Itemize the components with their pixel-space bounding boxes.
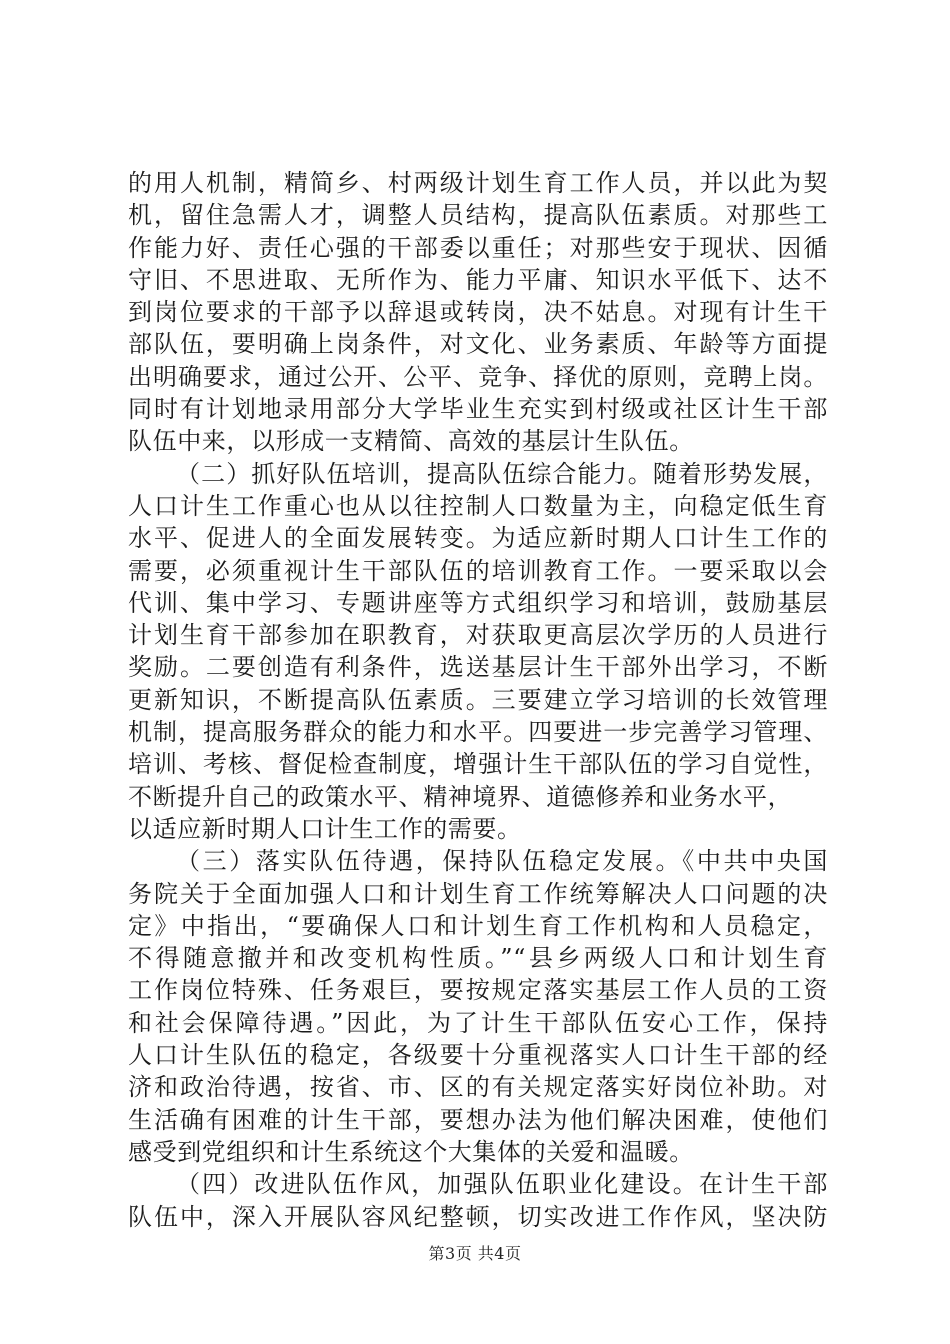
document-body bbox=[128, 167, 828, 1233]
text-line: 代训、集中学习、专题讲座等方式组织学习和培训，鼓励基层 bbox=[128, 588, 828, 617]
text-line: 和社会保障待遇。”因此，为了计生干部队伍安心工作，保持 bbox=[128, 1008, 828, 1037]
text-line: 到岗位要求的干部予以辞退或转岗，决不姑息。对现有计生干 bbox=[128, 298, 828, 327]
text-line: 水平、促进人的全面发展转变。为适应新时期人口计生工作的 bbox=[128, 524, 828, 553]
text-line: 队伍中，深入开展队容风纪整顿，切实改进工作作风，坚决防 bbox=[128, 1202, 828, 1231]
text-line: 奖励。二要创造有利条件，选送基层计生干部外出学习，不断 bbox=[128, 653, 828, 682]
text-line: 生活确有困难的计生干部，要想办法为他们解决困难，使他们 bbox=[128, 1105, 828, 1134]
text-line: 作能力好、责任心强的干部委以重任；对那些安于现状、因循 bbox=[128, 233, 828, 262]
text-line: 不得随意撤并和改变机构性质。”“县乡两级人口和计划生育 bbox=[128, 944, 828, 973]
text-line: 出明确要求，通过公开、公平、竞争、择优的原则，竞聘上岗。 bbox=[128, 362, 828, 391]
text-line: 不断提升自己的政策水平、精神境界、道德修养和业务水平， bbox=[128, 782, 793, 811]
text-line: 定》中指出，“要确保人口和计划生育工作机构和人员稳定， bbox=[128, 911, 828, 940]
text-line: 队伍中来，以形成一支精简、高效的基层计生队伍。 bbox=[128, 427, 694, 456]
paragraph-heading-line: （四）改进队伍作风，加强队伍职业化建设。在计生干部 bbox=[176, 1170, 828, 1199]
text-line: 机，留住急需人才，调整人员结构，提高队伍素质。对那些工 bbox=[128, 201, 828, 230]
text-line: 需要，必须重视计生干部队伍的培训教育工作。一要采取以会 bbox=[128, 556, 828, 585]
text-line: 务院关于全面加强人口和计划生育工作统筹解决人口问题的决 bbox=[128, 879, 828, 908]
paragraph-heading-line: （二）抓好队伍培训，提高队伍综合能力。随着形势发展， bbox=[176, 459, 828, 488]
text-line: 人口计生工作重心也从以往控制人口数量为主，向稳定低生育 bbox=[128, 491, 828, 520]
text-line: 守旧、不思进取、无所作为、能力平庸、知识水平低下、达不 bbox=[128, 265, 828, 294]
paragraph-heading-line: （三）落实队伍待遇，保持队伍稳定发展。《中共中央国 bbox=[176, 847, 828, 876]
text-line: 济和政治待遇，按省、市、区的有关规定落实好岗位补助。对 bbox=[128, 1073, 828, 1102]
text-line: 计划生育干部参加在职教育，对获取更高层次学历的人员进行 bbox=[128, 621, 828, 650]
text-line: 的用人机制，精简乡、村两级计划生育工作人员，并以此为契 bbox=[128, 169, 828, 197]
text-line: 部队伍，要明确上岗条件，对文化、业务素质、年龄等方面提 bbox=[128, 330, 828, 359]
page-footer bbox=[0, 1243, 950, 1265]
text-line: 更新知识，不断提高队伍素质。三要建立学习培训的长效管理 bbox=[128, 685, 828, 714]
text-line: 以适应新时期人口计生工作的需要。 bbox=[128, 814, 522, 843]
text-line: 工作岗位特殊、任务艰巨，要按规定落实基层工作人员的工资 bbox=[128, 976, 828, 1005]
text-line: 感受到党组织和计生系统这个大集体的关爱和温暖。 bbox=[128, 1137, 694, 1166]
text-line: 同时有计划地录用部分大学毕业生充实到村级或社区计生干部 bbox=[128, 395, 828, 424]
page-number-label: 第3页 共4页 bbox=[428, 1244, 522, 1263]
text-line: 培训、考核、督促检查制度，增强计生干部队伍的学习自觉性， bbox=[128, 750, 828, 779]
text-line: 机制，提高服务群众的能力和水平。四要进一步完善学习管理、 bbox=[128, 718, 828, 747]
text-line: 人口计生队伍的稳定，各级要十分重视落实人口计生干部的经 bbox=[128, 1041, 828, 1070]
